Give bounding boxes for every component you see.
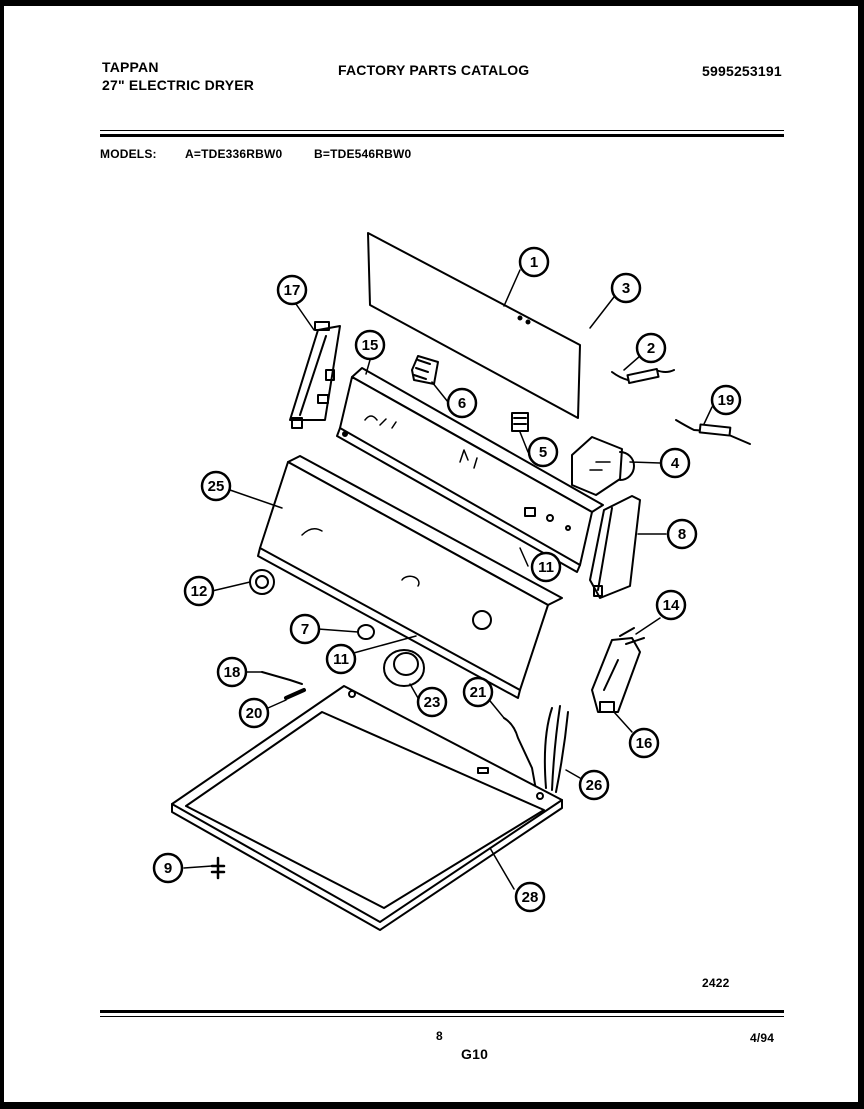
svg-text:25: 25 [207,478,225,495]
svg-text:16: 16 [635,735,653,752]
svg-text:11: 11 [333,651,349,668]
callout-25 [202,472,230,500]
models-label: MODELS: [100,147,157,161]
model-b: B=TDE546RBW0 [314,147,412,161]
svg-text:8: 8 [677,526,687,543]
svg-text:18: 18 [223,664,241,681]
svg-text:4: 4 [670,455,680,472]
callout-8 [668,520,696,548]
svg-text:1: 1 [529,254,539,271]
callout-21 [464,678,492,706]
svg-text:6: 6 [457,395,467,412]
product-name: 27" ELECTRIC DRYER [102,77,255,93]
part-left-bracket [290,322,340,428]
svg-text:11: 11 [538,559,554,576]
part-hinge-20 [286,690,304,698]
svg-text:17: 17 [283,282,301,299]
part-screw [212,858,224,878]
part-knob-12 [250,570,274,594]
callout-14 [657,591,685,619]
model-a: A=TDE336RBW0 [185,147,283,161]
catalog-title: FACTORY PARTS CATALOG [338,62,530,78]
callout-7 [291,615,319,643]
part-hinge-18 [262,672,302,684]
svg-text:15: 15 [361,337,379,354]
part-wire-harness-2 [612,369,674,383]
part-knob-7 [358,625,374,639]
callout-1 [520,248,548,276]
svg-text:7: 7 [300,621,310,638]
drawing-number: 2422 [702,976,730,990]
page-number: 8 [436,1029,443,1043]
section-code: G10 [461,1046,489,1062]
callout-6 [448,389,476,417]
part-small-switch [512,413,528,431]
svg-text:26: 26 [585,777,603,794]
svg-text:21: 21 [469,684,487,701]
callout-9 [154,854,182,882]
part-end-cap [590,496,640,598]
svg-text:19: 19 [717,392,735,409]
part-top-panel [172,686,562,930]
part-wire-harness-19 [676,420,750,444]
svg-text:2: 2 [646,340,656,357]
callout-17 [278,276,306,304]
callout-18 [218,658,246,686]
part-hoses-26 [545,706,568,792]
callout-5 [529,438,557,466]
part-door-switch [592,628,644,712]
callout-26 [580,771,608,799]
callout-16 [630,729,658,757]
part-switch [412,356,438,384]
callout-3 [612,274,640,302]
part-timer [572,437,634,495]
callout-11-console [532,553,560,581]
svg-text:5: 5 [538,444,548,461]
catalog-date: 4/94 [750,1031,775,1045]
callout-2 [637,334,665,362]
svg-text:9: 9 [163,860,173,877]
svg-text:14: 14 [662,597,680,614]
svg-text:20: 20 [245,705,263,722]
svg-text:28: 28 [521,889,539,906]
catalog-number: 5995253191 [702,63,782,79]
svg-text:3: 3 [621,280,631,297]
callout-12 [185,577,213,605]
callout-28 [516,883,544,911]
callout-19 [712,386,740,414]
callout-23 [418,688,446,716]
brand-name: TAPPAN [102,59,159,75]
svg-text:12: 12 [190,583,208,600]
callout-11-front [327,645,355,673]
callout-4 [661,449,689,477]
callout-15 [356,331,384,359]
svg-text:23: 23 [423,694,441,711]
callout-20 [240,699,268,727]
